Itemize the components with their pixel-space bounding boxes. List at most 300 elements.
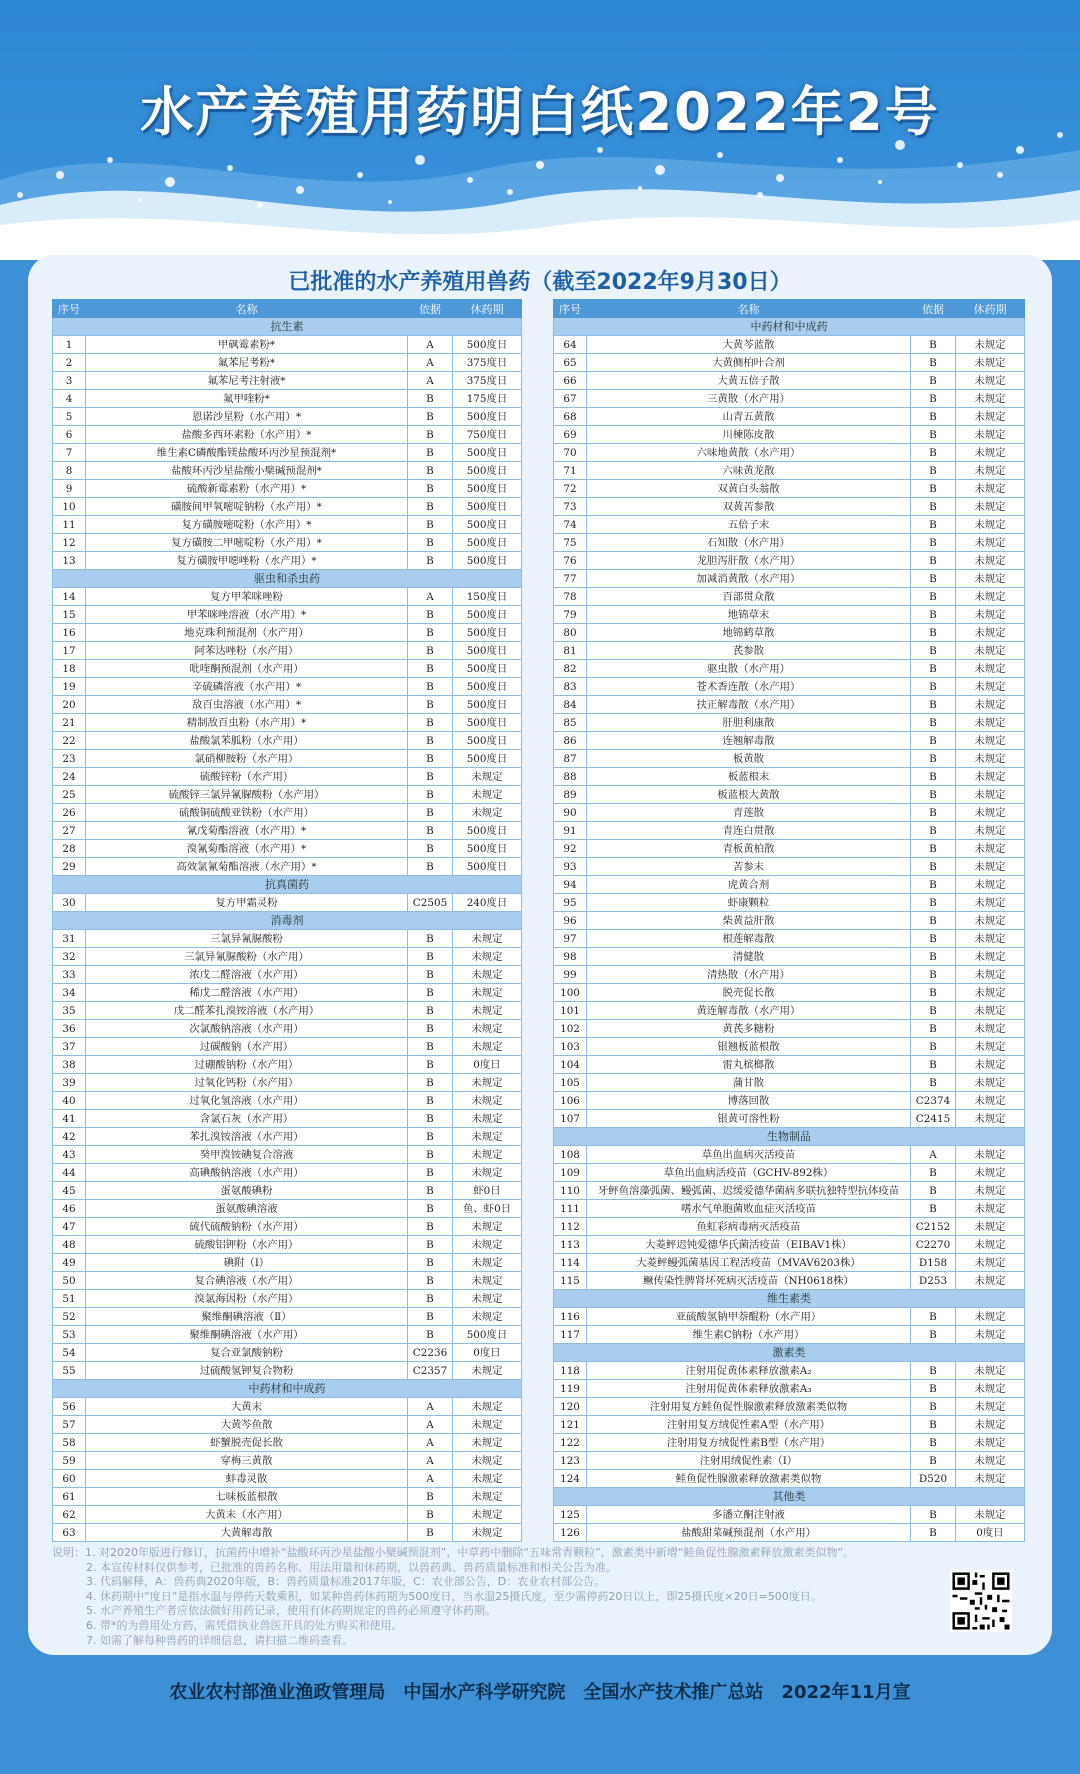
- cell-basis: A: [408, 1398, 453, 1416]
- cell-withdrawal: 未规定: [453, 1110, 522, 1128]
- cell-name: 地锦草末: [587, 606, 911, 624]
- note-line: 说明：1. 对2020年版进行修订，抗菌药中增补“盐酸环丙沙星盐酸小檗碱预混剂”，中草药中删除“五味常青颗粒”，激素类中新增“鲑鱼促性腺激素释放激素类似物”。: [52, 1546, 855, 1559]
- cell-name: 溴氰菊酯溶液（水产用）*: [86, 840, 408, 858]
- table-row: [554, 732, 1025, 750]
- cell-basis: B: [408, 714, 453, 732]
- cell-basis: B: [911, 390, 956, 408]
- cell-basis: B: [911, 336, 956, 354]
- cell-withdrawal: 未规定: [453, 1488, 522, 1506]
- cell-name: 硫酸铜硫酸亚铁粉（水产用）: [86, 804, 408, 822]
- cell-basis: B: [408, 1020, 453, 1038]
- table-row: [53, 1164, 522, 1182]
- category-label: 激素类: [554, 1344, 1025, 1362]
- header-no: 序号: [53, 300, 86, 318]
- cell-no: 62: [53, 1506, 86, 1524]
- cell-name: 注射用绒促性素（Ⅰ）: [587, 1452, 911, 1470]
- cell-withdrawal: 未规定: [956, 1434, 1025, 1452]
- cell-no: 1: [53, 336, 86, 354]
- table-row: [53, 1182, 522, 1200]
- cell-no: 118: [554, 1362, 587, 1380]
- poster-title: 水产养殖用药明白纸2022年2号: [140, 82, 940, 143]
- cell-name: 双黄苦参散: [587, 498, 911, 516]
- cell-no: 29: [53, 858, 86, 876]
- table-row: [554, 768, 1025, 786]
- cell-no: 61: [53, 1488, 86, 1506]
- cell-basis: B: [408, 1038, 453, 1056]
- cell-basis: B: [911, 1326, 956, 1344]
- cell-withdrawal: 未规定: [956, 930, 1025, 948]
- table-row: [53, 1524, 522, 1542]
- cell-basis: B: [408, 498, 453, 516]
- cell-basis: A: [911, 1146, 956, 1164]
- cell-no: 68: [554, 408, 587, 426]
- cell-basis: B: [911, 354, 956, 372]
- cell-withdrawal: 175度日: [453, 390, 522, 408]
- cell-name: 复方甲苯咪唑粉: [86, 588, 408, 606]
- cell-basis: B: [408, 984, 453, 1002]
- header-basis: 依据: [408, 300, 453, 318]
- table-row: [53, 1146, 522, 1164]
- cell-name: 复方磺胺甲噁唑粉（水产用）*: [86, 552, 408, 570]
- cell-no: 114: [554, 1254, 587, 1272]
- cell-name: 蒲甘散: [587, 1074, 911, 1092]
- cell-name: 三氯异氰脲酸粉: [86, 930, 408, 948]
- table-row: [53, 930, 522, 948]
- cell-name: 硫酸锌粉（水产用）: [86, 768, 408, 786]
- note-line: 5. 水产养殖生产者应依法做好用药记录，使用有休药期规定的兽药必须遵守休药期。: [86, 1604, 496, 1618]
- cell-basis: B: [408, 768, 453, 786]
- cell-no: 65: [554, 354, 587, 372]
- cell-name: 根莲解毒散: [587, 930, 911, 948]
- table-row: [53, 1272, 522, 1290]
- cell-basis: B: [911, 1056, 956, 1074]
- cell-name: 大黄侧柏叶合剂: [587, 354, 911, 372]
- cell-withdrawal: 未规定: [453, 1128, 522, 1146]
- cell-no: 94: [554, 876, 587, 894]
- cell-withdrawal: 未规定: [956, 336, 1025, 354]
- qr-code[interactable]: [950, 1570, 1012, 1632]
- table-row: [554, 516, 1025, 534]
- cell-basis: C2415: [911, 1110, 956, 1128]
- cell-name: 清健散: [587, 948, 911, 966]
- cell-basis: C2505: [408, 894, 453, 912]
- table-header-row: [554, 300, 1025, 318]
- category-row: [53, 570, 522, 588]
- cell-name: 复合碘溶液（水产用）: [86, 1272, 408, 1290]
- table-row: [53, 408, 522, 426]
- cell-name: 甲苯咪唑溶液（水产用）*: [86, 606, 408, 624]
- cell-withdrawal: 未规定: [956, 1020, 1025, 1038]
- cell-no: 36: [53, 1020, 86, 1038]
- cell-name: 辛硫磷溶液（水产用）*: [86, 678, 408, 696]
- cell-withdrawal: 未规定: [956, 984, 1025, 1002]
- table-row: [554, 1254, 1025, 1272]
- cell-no: 60: [53, 1470, 86, 1488]
- cell-name: 六味地黄散（水产用）: [587, 444, 911, 462]
- cell-no: 85: [554, 714, 587, 732]
- cell-withdrawal: 未规定: [956, 696, 1025, 714]
- table-row: [554, 840, 1025, 858]
- cell-withdrawal: 500度日: [453, 750, 522, 768]
- cell-basis: B: [911, 1182, 956, 1200]
- cell-no: 101: [554, 1002, 587, 1020]
- cell-basis: B: [911, 696, 956, 714]
- category-row: [554, 1344, 1025, 1362]
- cell-basis: B: [911, 876, 956, 894]
- table-row: [53, 1452, 522, 1470]
- cell-basis: A: [408, 1434, 453, 1452]
- cell-no: 55: [53, 1362, 86, 1380]
- table-row: [554, 354, 1025, 372]
- cell-withdrawal: 未规定: [956, 534, 1025, 552]
- table-row: [554, 426, 1025, 444]
- cell-name: 氟苯尼考注射液*: [86, 372, 408, 390]
- table-row: [554, 624, 1025, 642]
- cell-name: 穿梅三黄散: [86, 1452, 408, 1470]
- table-row: [554, 588, 1025, 606]
- cell-withdrawal: 500度日: [453, 336, 522, 354]
- table-row: [53, 498, 522, 516]
- category-label: 抗真菌药: [53, 876, 522, 894]
- cell-name: 连翘解毒散: [587, 732, 911, 750]
- cell-withdrawal: 未规定: [956, 1200, 1025, 1218]
- cell-withdrawal: 未规定: [956, 1362, 1025, 1380]
- cell-no: 31: [53, 930, 86, 948]
- table-row: [554, 462, 1025, 480]
- cell-withdrawal: 未规定: [956, 444, 1025, 462]
- table-row: [554, 1164, 1025, 1182]
- cell-name: 驱虫散（水产用）: [587, 660, 911, 678]
- cell-basis: B: [911, 372, 956, 390]
- table-row: [53, 948, 522, 966]
- cell-no: 45: [53, 1182, 86, 1200]
- cell-no: 72: [554, 480, 587, 498]
- cell-name: 磺胺间甲氧嘧啶钠粉（水产用）*: [86, 498, 408, 516]
- cell-withdrawal: 未规定: [956, 390, 1025, 408]
- cell-basis: B: [408, 1254, 453, 1272]
- cell-name: 山青五黄散: [587, 408, 911, 426]
- cell-withdrawal: 未规定: [453, 1038, 522, 1056]
- cell-basis: B: [911, 858, 956, 876]
- table-row: [554, 1452, 1025, 1470]
- cell-basis: B: [408, 1182, 453, 1200]
- cell-basis: B: [911, 552, 956, 570]
- cell-name: 聚维酮碘溶液（Ⅱ）: [86, 1308, 408, 1326]
- cell-name: 雷丸槟榔散: [587, 1056, 911, 1074]
- table-row: [53, 444, 522, 462]
- cell-basis: A: [408, 588, 453, 606]
- cell-name: 浓戊二醛溶液（水产用）: [86, 966, 408, 984]
- cell-name: 氟甲喹粉*: [86, 390, 408, 408]
- table-row: [53, 390, 522, 408]
- table-row: [53, 462, 522, 480]
- table-row: [53, 552, 522, 570]
- cell-name: 硫酸新霉素粉（水产用）*: [86, 480, 408, 498]
- cell-withdrawal: 未规定: [453, 804, 522, 822]
- cell-withdrawal: 未规定: [956, 732, 1025, 750]
- cell-no: 69: [554, 426, 587, 444]
- cell-name: 银黄可溶性粉: [587, 1110, 911, 1128]
- cell-basis: B: [408, 822, 453, 840]
- cell-no: 22: [53, 732, 86, 750]
- cell-basis: B: [911, 714, 956, 732]
- cell-basis: A: [408, 1452, 453, 1470]
- table-row: [53, 822, 522, 840]
- table-body-right: [554, 318, 1025, 1542]
- cell-name: 高碘酸钠溶液（水产用）: [86, 1164, 408, 1182]
- category-row: [554, 1290, 1025, 1308]
- cell-no: 24: [53, 768, 86, 786]
- table-row: [554, 1398, 1025, 1416]
- cell-no: 53: [53, 1326, 86, 1344]
- cell-name: 苯扎溴铵溶液（水产用）: [86, 1128, 408, 1146]
- category-row: [53, 1380, 522, 1398]
- cell-withdrawal: 未规定: [956, 1074, 1025, 1092]
- cell-no: 8: [53, 462, 86, 480]
- cell-name: 精制敌百虫粉（水产用）*: [86, 714, 408, 732]
- cell-basis: A: [408, 1470, 453, 1488]
- cell-name: 大黄末（水产用）: [86, 1506, 408, 1524]
- cell-no: 111: [554, 1200, 587, 1218]
- cell-withdrawal: 0度日: [453, 1056, 522, 1074]
- cell-name: 盐酸多西环素粉（水产用）*: [86, 426, 408, 444]
- cell-name: 盐酸氯苯胍粉（水产用）: [86, 732, 408, 750]
- cell-withdrawal: 240度日: [453, 894, 522, 912]
- cell-no: 15: [53, 606, 86, 624]
- cell-withdrawal: 未规定: [956, 498, 1025, 516]
- cell-basis: B: [408, 426, 453, 444]
- table-row: [53, 1398, 522, 1416]
- table-row: [53, 1218, 522, 1236]
- cell-no: 48: [53, 1236, 86, 1254]
- cell-withdrawal: 未规定: [956, 426, 1025, 444]
- table-row: [53, 840, 522, 858]
- cell-withdrawal: 未规定: [453, 1254, 522, 1272]
- cell-name: 过氧化氢溶液（水产用）: [86, 1092, 408, 1110]
- cell-withdrawal: 500度日: [453, 642, 522, 660]
- drug-table-right: [553, 299, 1025, 1542]
- cell-no: 124: [554, 1470, 587, 1488]
- cell-basis: B: [911, 912, 956, 930]
- category-label: 中药材和中成药: [53, 1380, 522, 1398]
- cell-name: 芪参散: [587, 642, 911, 660]
- cell-basis: B: [408, 858, 453, 876]
- category-label: 消毒剂: [53, 912, 522, 930]
- cell-no: 11: [53, 516, 86, 534]
- category-row: [53, 876, 522, 894]
- cell-basis: B: [911, 1524, 956, 1542]
- table-row: [53, 894, 522, 912]
- cell-no: 37: [53, 1038, 86, 1056]
- table-row: [53, 660, 522, 678]
- cell-name: 大菱鲆鳗弧菌基因工程活疫苗（MVAV6203株）: [587, 1254, 911, 1272]
- table-row: [53, 1002, 522, 1020]
- cell-no: 13: [53, 552, 86, 570]
- cell-basis: B: [408, 1128, 453, 1146]
- cell-no: 14: [53, 588, 86, 606]
- cell-name: 虾康颗粒: [587, 894, 911, 912]
- cell-withdrawal: 750度日: [453, 426, 522, 444]
- cell-basis: B: [911, 1038, 956, 1056]
- cell-withdrawal: 未规定: [956, 1056, 1025, 1074]
- cell-no: 105: [554, 1074, 587, 1092]
- cell-name: 注射用复方鲑鱼促性腺激素释放激素类似物: [587, 1398, 911, 1416]
- cell-withdrawal: 未规定: [956, 624, 1025, 642]
- cell-basis: B: [408, 750, 453, 768]
- table-row: [53, 516, 522, 534]
- cell-withdrawal: 0度日: [453, 1344, 522, 1362]
- category-label: 抗生素: [53, 318, 522, 336]
- cell-no: 119: [554, 1380, 587, 1398]
- cell-withdrawal: 500度日: [453, 696, 522, 714]
- header-withdrawal: 休药期: [453, 300, 522, 318]
- cell-withdrawal: 500度日: [453, 732, 522, 750]
- cell-basis: B: [408, 642, 453, 660]
- cell-no: 6: [53, 426, 86, 444]
- cell-name: 三黄散（水产用）: [587, 390, 911, 408]
- cell-name: 银翘板蓝根散: [587, 1038, 911, 1056]
- cell-no: 77: [554, 570, 587, 588]
- cell-withdrawal: 未规定: [453, 1218, 522, 1236]
- cell-no: 66: [554, 372, 587, 390]
- cell-no: 7: [53, 444, 86, 462]
- table-row: [554, 534, 1025, 552]
- cell-basis: B: [911, 750, 956, 768]
- cell-no: 91: [554, 822, 587, 840]
- table-row: [554, 552, 1025, 570]
- cell-no: 87: [554, 750, 587, 768]
- cell-basis: B: [911, 1452, 956, 1470]
- table-row: [53, 984, 522, 1002]
- table-row: [53, 1290, 522, 1308]
- table-row: [554, 1218, 1025, 1236]
- table-row: [554, 930, 1025, 948]
- cell-basis: B: [911, 1200, 956, 1218]
- table-row: [53, 354, 522, 372]
- cell-name: 氯硝柳胺粉（水产用）: [86, 750, 408, 768]
- cell-basis: B: [911, 678, 956, 696]
- cell-withdrawal: 500度日: [453, 858, 522, 876]
- cell-withdrawal: 未规定: [956, 354, 1025, 372]
- cell-basis: B: [911, 1506, 956, 1524]
- cell-withdrawal: 未规定: [956, 480, 1025, 498]
- cell-no: 122: [554, 1434, 587, 1452]
- cell-no: 102: [554, 1020, 587, 1038]
- table-row: [554, 570, 1025, 588]
- cell-withdrawal: 未规定: [956, 516, 1025, 534]
- cell-name: 过碳酸钠（水产用）: [86, 1038, 408, 1056]
- cell-withdrawal: 500度日: [453, 624, 522, 642]
- cell-no: 63: [53, 1524, 86, 1542]
- cell-no: 67: [554, 390, 587, 408]
- cell-name: 维生素C钠粉（水产用）: [587, 1326, 911, 1344]
- table-row: [53, 1434, 522, 1452]
- cell-basis: B: [911, 1020, 956, 1038]
- cell-withdrawal: 未规定: [956, 1002, 1025, 1020]
- cell-name: 地克珠利预混剂（水产用）: [86, 624, 408, 642]
- cell-name: 稀戊二醛溶液（水产用）: [86, 984, 408, 1002]
- cell-no: 106: [554, 1092, 587, 1110]
- cell-name: 地锦鹤草散: [587, 624, 911, 642]
- cell-basis: B: [911, 534, 956, 552]
- cell-name: 过硫酸氢钾复合物粉: [86, 1362, 408, 1380]
- cell-name: 硫酸铝钾粉（水产用）: [86, 1236, 408, 1254]
- category-label: 生物制品: [554, 1128, 1025, 1146]
- cell-withdrawal: 500度日: [453, 534, 522, 552]
- table-row: [554, 966, 1025, 984]
- cell-no: 100: [554, 984, 587, 1002]
- cell-withdrawal: 未规定: [956, 1182, 1025, 1200]
- cell-name: 恩诺沙星粉（水产用）*: [86, 408, 408, 426]
- cell-withdrawal: 500度日: [453, 1326, 522, 1344]
- cell-name: 黄连解毒散（水产用）: [587, 1002, 911, 1020]
- table-row: [554, 912, 1025, 930]
- cell-name: 草鱼出血病灭活疫苗: [587, 1146, 911, 1164]
- cell-no: 120: [554, 1398, 587, 1416]
- cell-name: 复合亚氯酸钠粉: [86, 1344, 408, 1362]
- cell-no: 93: [554, 858, 587, 876]
- cell-no: 78: [554, 588, 587, 606]
- category-label: 维生素类: [554, 1290, 1025, 1308]
- table-row: [554, 606, 1025, 624]
- cell-withdrawal: 未规定: [453, 1164, 522, 1182]
- cell-name: 氟苯尼考粉*: [86, 354, 408, 372]
- cell-withdrawal: 未规定: [956, 858, 1025, 876]
- cell-name: 过硼酸钠粉（水产用）: [86, 1056, 408, 1074]
- table-row: [53, 1110, 522, 1128]
- cell-basis: C2374: [911, 1092, 956, 1110]
- cell-no: 90: [554, 804, 587, 822]
- cell-no: 2: [53, 354, 86, 372]
- category-label: 中药材和中成药: [554, 318, 1025, 336]
- cell-name: 注射用复方绒促性素A型（水产用）: [587, 1416, 911, 1434]
- table-row: [53, 480, 522, 498]
- cell-basis: A: [408, 336, 453, 354]
- cell-name: 过氧化钙粉（水产用）: [86, 1074, 408, 1092]
- cell-no: 79: [554, 606, 587, 624]
- cell-basis: A: [408, 372, 453, 390]
- cell-withdrawal: 未规定: [453, 786, 522, 804]
- note-line: 7. 如需了解每种兽药的详细信息，请扫描二维码查看。: [86, 1633, 353, 1647]
- cell-no: 97: [554, 930, 587, 948]
- cell-name: 加减消黄散（水产用）: [587, 570, 911, 588]
- cell-basis: B: [408, 1218, 453, 1236]
- cell-no: 109: [554, 1164, 587, 1182]
- cell-no: 32: [53, 948, 86, 966]
- table-row: [554, 1524, 1025, 1542]
- cell-withdrawal: 未规定: [956, 714, 1025, 732]
- table-row: [554, 390, 1025, 408]
- cell-name: 大黄末: [86, 1398, 408, 1416]
- cell-basis: B: [408, 606, 453, 624]
- cell-withdrawal: 未规定: [956, 1308, 1025, 1326]
- table-body-left: [53, 318, 522, 1542]
- cell-name: 石知散（水产用）: [587, 534, 911, 552]
- cell-no: 51: [53, 1290, 86, 1308]
- cell-no: 10: [53, 498, 86, 516]
- cell-basis: B: [408, 1506, 453, 1524]
- cell-withdrawal: 未规定: [453, 1290, 522, 1308]
- cell-no: 103: [554, 1038, 587, 1056]
- cell-withdrawal: 未规定: [453, 930, 522, 948]
- table-header-row: [53, 300, 522, 318]
- cell-name: 蚌毒灵散: [86, 1470, 408, 1488]
- table-row: [554, 1038, 1025, 1056]
- cell-basis: B: [911, 1380, 956, 1398]
- cell-name: 苍术香连散（水产用）: [587, 678, 911, 696]
- category-row: [53, 318, 522, 336]
- cell-no: 17: [53, 642, 86, 660]
